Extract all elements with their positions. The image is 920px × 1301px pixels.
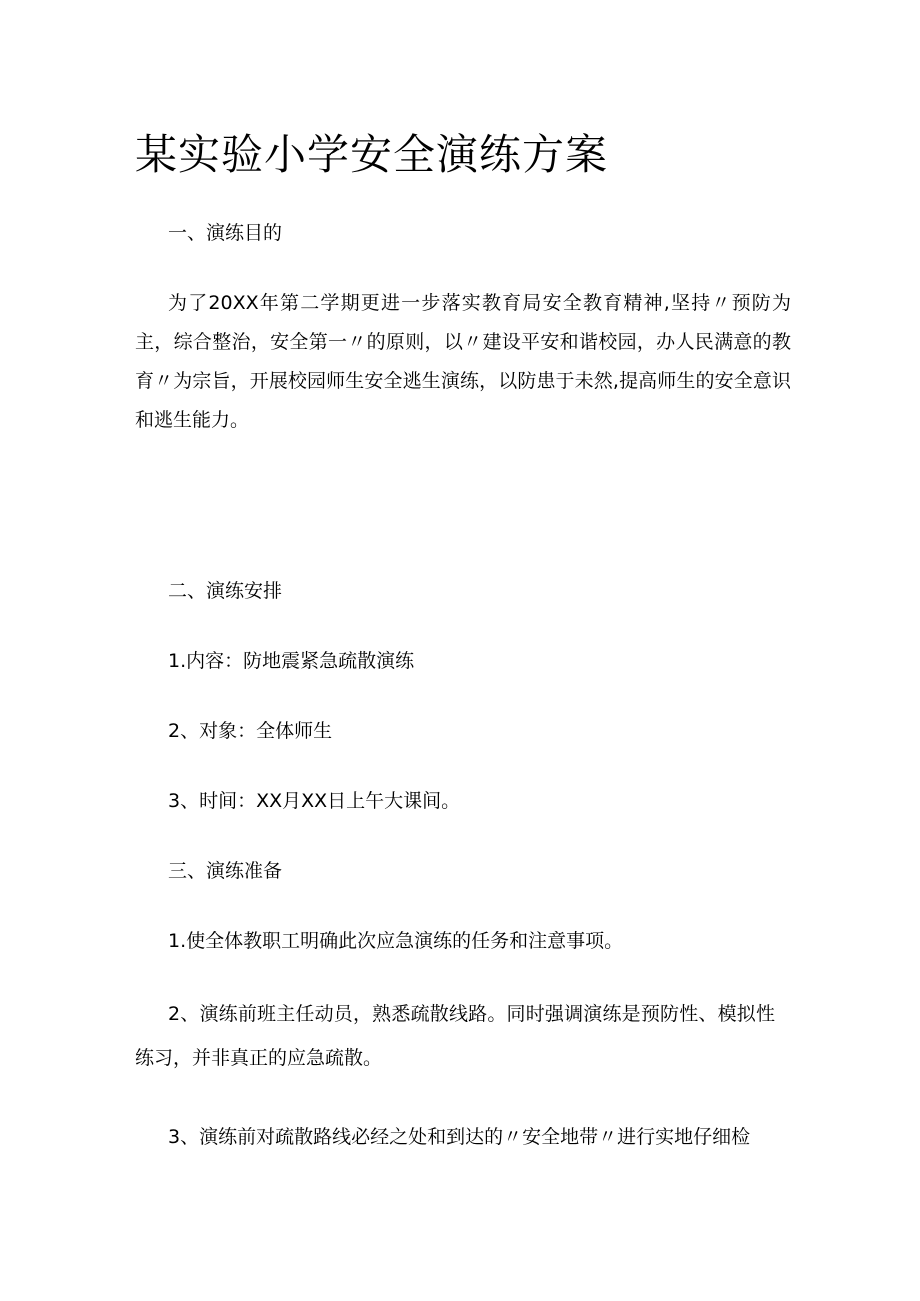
preparation-item-3: 3、演练前对疏散路线必经之处和到达的〃安全地带〃进行实地仔细检 [168,1126,751,1148]
arrangement-item-time: 3、时间：XX月XX日上午大课间。 [168,790,461,812]
arrangement-item-audience: 2、对象：全体师生 [168,720,333,742]
arrangement-item-content: 1.内容：防地震紧急疏散演练 [168,650,415,672]
preparation-item-1: 1.使全体教职工明确此次应急演练的任务和注意事项。 [168,930,624,952]
section-heading-purpose: 一、演练目的 [168,222,283,244]
section-heading-arrangement: 二、演练安排 [168,580,283,602]
purpose-paragraph: 为了20XX年第二学期更进一步落实教育局安全教育精神,坚持〃预防为主，综合整治，安全第一〃的原则，以〃建设平安和谐校园，办人民满意的教育〃为宗旨，开展校园师生安全逃生演练，以防患于未然,提高师生的安全意识和逃生能力。 [135,292,791,431]
section-heading-preparation: 三、演练准备 [168,860,283,882]
document-title: 某实验小学安全演练方案 [135,130,609,179]
preparation-item-2: 2、演练前班主任动员，熟悉疏散线路。同时强调演练是预防性、模拟性练习，并非真正的应急疏散。 [135,1003,775,1069]
